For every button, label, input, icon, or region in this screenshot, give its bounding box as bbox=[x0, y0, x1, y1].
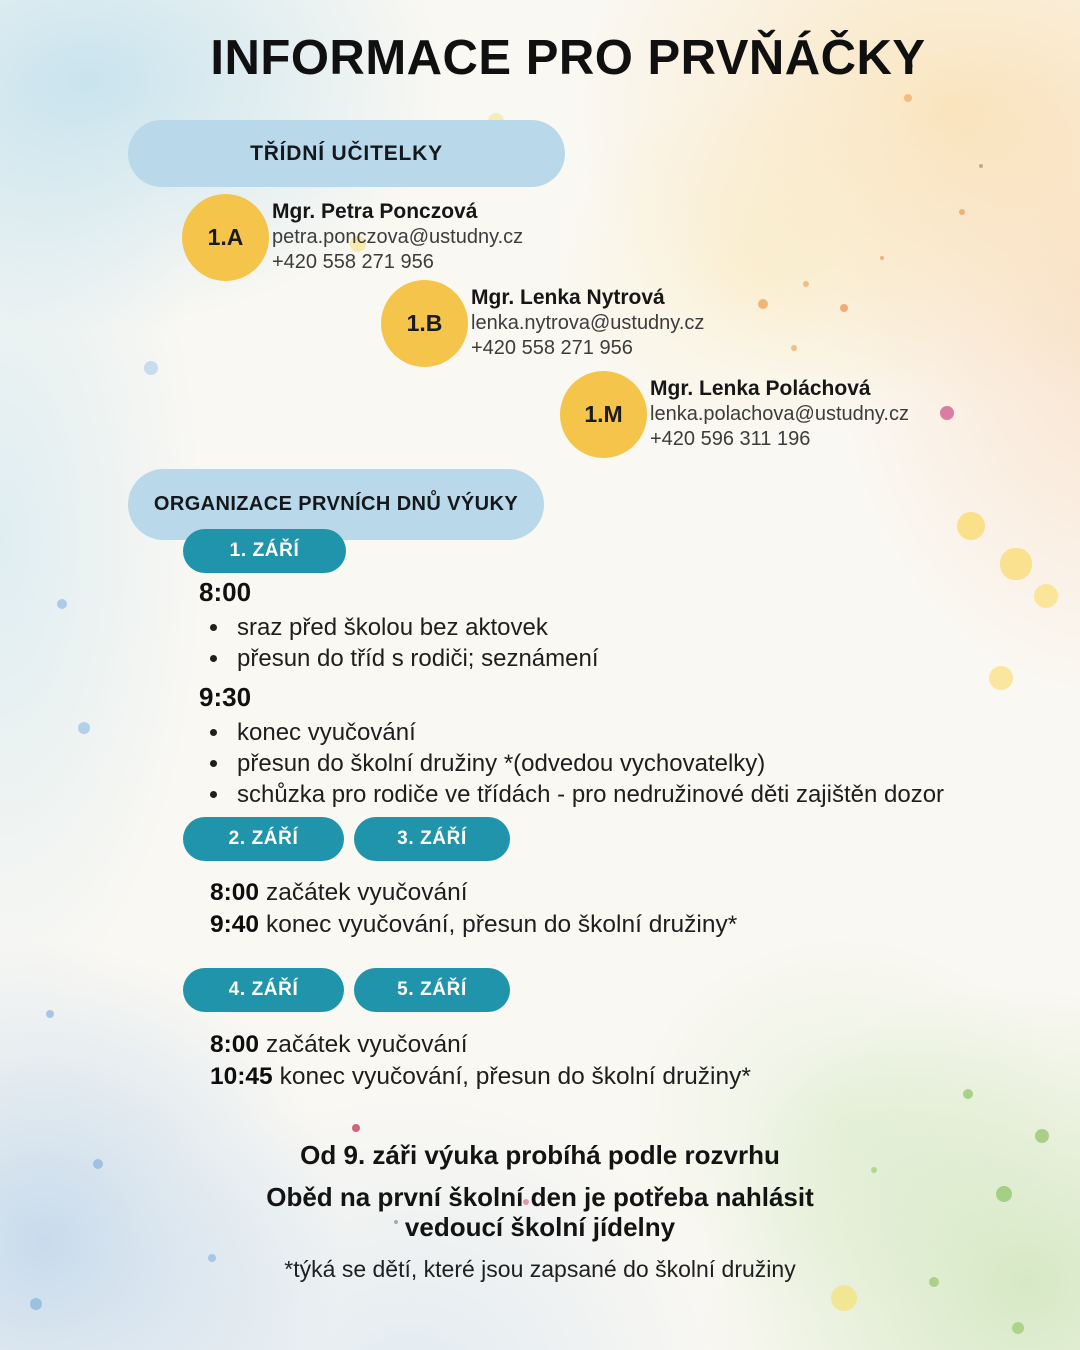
bullet-list bbox=[199, 717, 1039, 810]
teacher-email: lenka.polachova@ustudny.cz bbox=[650, 403, 909, 425]
class-badge-1b: 1.B bbox=[381, 280, 468, 367]
schedule-line bbox=[210, 1029, 751, 1061]
class-badge-1m: 1.M bbox=[560, 371, 647, 458]
list-item-text: konec vyučování bbox=[237, 719, 416, 746]
teacher-info bbox=[272, 194, 523, 281]
bullet-dot bbox=[210, 760, 217, 767]
footer-lunch-note-line1: Oběd na první školní den je potřeba nahlásit bbox=[266, 1182, 814, 1212]
day-badge-september-1: 1. ZÁŘÍ bbox=[183, 529, 346, 573]
time-heading: 9:30 bbox=[199, 682, 252, 712]
teacher-card-1a bbox=[182, 194, 523, 281]
days-4-5-schedule bbox=[210, 1029, 751, 1093]
footer-lunch-note-line2: vedoucí školní jídelny bbox=[404, 1212, 676, 1242]
teacher-card-1b bbox=[381, 280, 704, 367]
time-heading: 8:00 bbox=[199, 577, 252, 607]
bullet-list bbox=[199, 612, 1039, 674]
teacher-phone: +420 558 271 956 bbox=[471, 337, 633, 359]
class-badge-1a: 1.A bbox=[182, 194, 269, 281]
bullet-dot bbox=[210, 791, 217, 798]
schedule-line bbox=[210, 1061, 751, 1093]
footer-asterisk-note: *týká se dětí, které jsou zapsané do školní družiny bbox=[284, 1256, 796, 1282]
schedule-text: začátek vyučování bbox=[266, 879, 468, 906]
days-2-3-schedule bbox=[210, 877, 737, 941]
schedule-text: začátek vyučování bbox=[266, 1031, 468, 1058]
bullet-dot bbox=[210, 729, 217, 736]
list-item bbox=[199, 748, 1039, 779]
day-badge-september-2: 2. ZÁŘÍ bbox=[183, 817, 344, 861]
time-label: 10:45 bbox=[210, 1063, 273, 1090]
teacher-name: Mgr. Petra Ponczová bbox=[272, 200, 478, 223]
list-item-text: sraz před školou bez aktovek bbox=[237, 614, 548, 641]
list-item bbox=[199, 779, 1039, 810]
list-item bbox=[199, 717, 1039, 748]
time-label: 9:40 bbox=[210, 911, 260, 938]
teacher-email: petra.ponczova@ustudny.cz bbox=[272, 226, 524, 248]
bullet-dot bbox=[210, 624, 217, 631]
page-title: INFORMACE PRO PRVŇÁČKY bbox=[210, 31, 926, 85]
teacher-name: Mgr. Lenka Nytrová bbox=[471, 286, 665, 309]
teacher-info bbox=[650, 371, 909, 458]
schedule-text: konec vyučování, přesun do školní družiny* bbox=[266, 911, 738, 938]
time-label: 8:00 bbox=[210, 879, 260, 906]
footer bbox=[0, 1140, 1080, 1283]
day-badge-september-4: 4. ZÁŘÍ bbox=[183, 968, 344, 1012]
teachers-heading-label: TŘÍDNÍ UČITELKY bbox=[250, 141, 443, 165]
watercolor-speckles bbox=[0, 0, 12, 12]
footer-schedule-note: Od 9. záři výuka probíhá podle rozvrhu bbox=[300, 1140, 780, 1170]
day1-schedule bbox=[199, 577, 1039, 818]
bullet-dot bbox=[210, 655, 217, 662]
teachers-section-heading bbox=[128, 120, 565, 187]
teacher-phone: +420 596 311 196 bbox=[650, 428, 811, 450]
teacher-email: lenka.nytrova@ustudny.cz bbox=[471, 312, 705, 334]
teacher-name: Mgr. Lenka Poláchová bbox=[650, 377, 871, 400]
organization-heading-label: ORGANIZACE PRVNÍCH DNŮ VÝUKY bbox=[153, 493, 519, 515]
day-badge-september-3: 3. ZÁŘÍ bbox=[354, 817, 510, 861]
schedule-line bbox=[210, 909, 737, 941]
time-label: 8:00 bbox=[210, 1031, 260, 1058]
list-item-text: přesun do školní družiny *(odvedou vychovatelky) bbox=[237, 750, 766, 777]
schedule-text: konec vyučování, přesun do školní družiny* bbox=[279, 1063, 751, 1090]
list-item-text: přesun do tříd s rodiči; seznámení bbox=[237, 645, 599, 672]
schedule-line bbox=[210, 877, 737, 909]
teacher-phone: +420 558 271 956 bbox=[272, 251, 434, 273]
day-badge-september-5: 5. ZÁŘÍ bbox=[354, 968, 510, 1012]
teacher-info bbox=[471, 280, 704, 367]
organization-section-heading bbox=[128, 469, 544, 540]
list-item bbox=[199, 643, 1039, 674]
teacher-card-1m bbox=[560, 371, 909, 458]
list-item-text: schůzka pro rodiče ve třídách - pro nedružinové děti zajištěn dozor bbox=[237, 781, 945, 808]
list-item bbox=[199, 612, 1039, 643]
